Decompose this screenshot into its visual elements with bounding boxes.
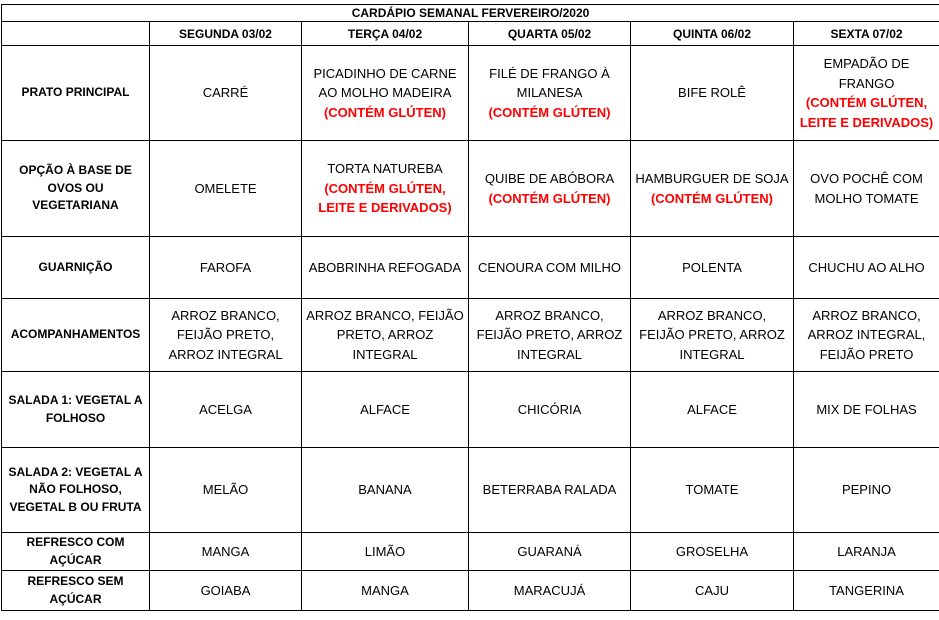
dish-text: MARACUJÁ [473,581,626,601]
table-row [2,448,939,533]
menu-cell [150,46,302,141]
menu-cell [302,141,469,237]
dish-text: ACELGA [154,400,297,420]
dish-text: BANANA [306,480,464,500]
row-header-opcao-ovos-vegetariana: OPÇÃO À BASE DE OVOS OU VEGETARIANA [2,141,150,237]
dish-text: ARROZ BRANCO, FEIJÃO PRETO, ARROZ INTEGRAL [306,306,464,365]
menu-cell [150,372,302,448]
menu-cell [631,141,794,237]
dish-text: PEPINO [798,480,935,500]
menu-cell [302,46,469,141]
allergen-note: (CONTÉM GLÚTEN) [635,189,789,209]
menu-cell [794,237,939,299]
menu-cell [150,237,302,299]
dish-text: CENOURA COM MILHO [473,258,626,278]
dish-text: ARROZ BRANCO, FEIJÃO PRETO, ARROZ INTEGRAL [635,306,789,365]
dish-text: EMPADÃO DE FRANGO [798,54,935,93]
dish-text: OMELETE [154,179,297,199]
row-header-refresco-sem-acucar: REFRESCO SEM AÇÚCAR [2,571,150,611]
menu-cell [631,571,794,611]
menu-cell [150,571,302,611]
menu-cell [794,533,939,571]
menu-cell [469,448,631,533]
menu-cell [469,533,631,571]
menu-cell [631,372,794,448]
menu-cell [150,533,302,571]
menu-cell [302,299,469,372]
table-row [2,141,939,237]
menu-cell [469,237,631,299]
table-row [2,571,939,611]
dish-text: MIX DE FOLHAS [798,400,935,420]
menu-cell [302,372,469,448]
dish-text: GOIABA [154,581,297,601]
allergen-note: (CONTÉM GLÚTEN, LEITE E DERIVADOS) [306,179,464,218]
table-row [2,299,939,372]
col-header-terca: TERÇA 04/02 [302,22,469,46]
row-header-salada-2: SALADA 2: VEGETAL A NÃO FOLHOSO, VEGETAL B OU FRUTA [2,448,150,533]
menu-cell [302,237,469,299]
dish-text: FAROFA [154,258,297,278]
dish-text: BETERRABA RALADA [473,480,626,500]
table-row [2,237,939,299]
col-header-quarta: QUARTA 05/02 [469,22,631,46]
dish-text: MANGA [154,542,297,562]
dish-text: MELÃO [154,480,297,500]
menu-cell [150,299,302,372]
dish-text: ALFACE [306,400,464,420]
dish-text: CHUCHU AO ALHO [798,258,935,278]
menu-cell [794,46,939,141]
menu-cell [631,46,794,141]
dish-text: CHICÓRIA [473,400,626,420]
dish-text: ABOBRINHA REFOGADA [306,258,464,278]
allergen-note: (CONTÉM GLÚTEN) [306,103,464,123]
col-header-sexta: SEXTA 07/02 [794,22,939,46]
row-header-guarnicao: GUARNIÇÃO [2,237,150,299]
dish-text: POLENTA [635,258,789,278]
table-title: CARDÁPIO SEMANAL FERVEREIRO/2020 [2,5,939,22]
menu-cell [631,448,794,533]
menu-cell [302,533,469,571]
dish-text: FILÉ DE FRANGO À MILANESA [473,64,626,103]
menu-cell [469,141,631,237]
menu-cell [150,141,302,237]
col-header-quinta: QUINTA 06/02 [631,22,794,46]
menu-cell [631,237,794,299]
menu-cell [302,448,469,533]
dish-text: MANGA [306,581,464,601]
dish-text: LARANJA [798,542,935,562]
dish-text: ARROZ BRANCO, ARROZ INTEGRAL, FEIJÃO PRETO [798,306,935,365]
table-row [2,533,939,571]
dish-text: QUIBE DE ABÓBORA [473,169,626,189]
dish-text: PICADINHO DE CARNE AO MOLHO MADEIRA [306,64,464,103]
menu-cell [794,372,939,448]
dish-text: OVO POCHÊ COM MOLHO TOMATE [798,169,935,208]
dish-text: ARROZ BRANCO, FEIJÃO PRETO, ARROZ INTEGRAL [473,306,626,365]
menu-cell [150,448,302,533]
title-row [2,5,939,22]
col-header-segunda: SEGUNDA 03/02 [150,22,302,46]
dish-text: LIMÃO [306,542,464,562]
dish-text: GUARANÁ [473,542,626,562]
row-header-prato-principal: PRATO PRINCIPAL [2,46,150,141]
dish-text: TANGERINA [798,581,935,601]
row-header-refresco-com-acucar: REFRESCO COM AÇÚCAR [2,533,150,571]
row-header-acompanhamentos: ACOMPANHAMENTOS [2,299,150,372]
table-row [2,372,939,448]
corner-cell [2,22,150,46]
weekly-menu-table [1,4,939,611]
dish-text: ALFACE [635,400,789,420]
menu-cell [469,372,631,448]
dish-text: TORTA NATUREBA [306,159,464,179]
header-row [2,22,939,46]
menu-cell [469,299,631,372]
menu-cell [794,299,939,372]
table-row [2,46,939,141]
allergen-note: (CONTÉM GLÚTEN) [473,189,626,209]
dish-text: CAJU [635,581,789,601]
dish-text: GROSELHA [635,542,789,562]
dish-text: BIFE ROLÊ [635,83,789,103]
menu-cell [631,299,794,372]
dish-text: HAMBURGUER DE SOJA [635,169,789,189]
menu-cell [794,448,939,533]
row-header-salada-1: SALADA 1: VEGETAL A FOLHOSO [2,372,150,448]
menu-cell [794,571,939,611]
menu-cell [631,533,794,571]
allergen-note: (CONTÉM GLÚTEN) [473,103,626,123]
menu-cell [469,571,631,611]
dish-text: ARROZ BRANCO, FEIJÃO PRETO, ARROZ INTEGRAL [154,306,297,365]
dish-text: CARRÉ [154,83,297,103]
allergen-note: (CONTÉM GLÚTEN, LEITE E DERIVADOS) [798,93,935,132]
dish-text: TOMATE [635,480,789,500]
menu-cell [302,571,469,611]
menu-cell [469,46,631,141]
menu-cell [794,141,939,237]
